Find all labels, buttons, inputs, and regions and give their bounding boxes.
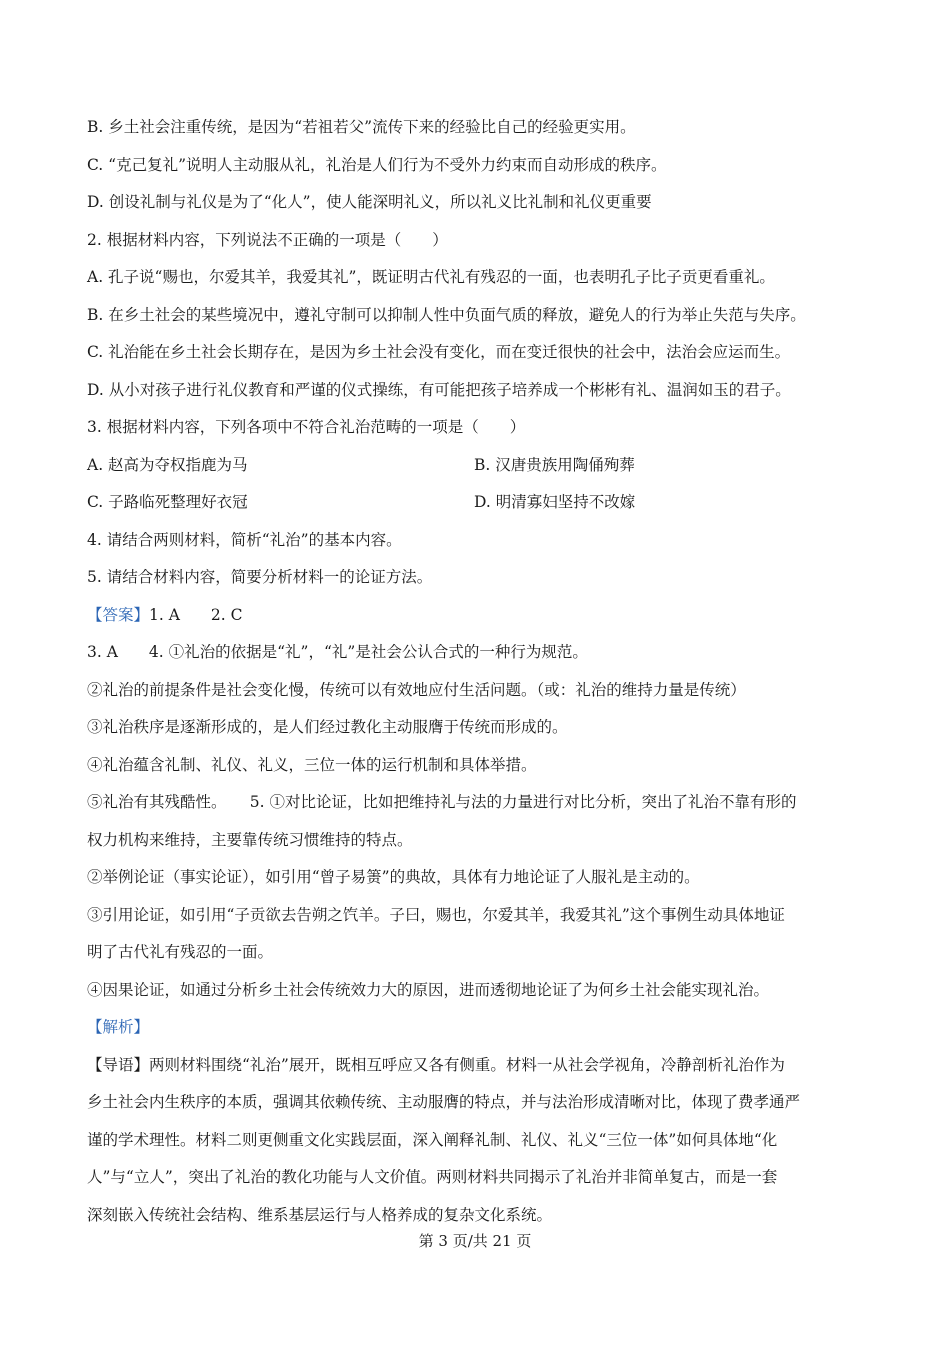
q3-option-a: A. 赵高为夺权指鹿为马 [87, 456, 248, 474]
q3-option-c: C. 子路临死整理好衣冠 [87, 493, 248, 511]
page-footer: 第 3 页/共 21 页 [418, 1232, 532, 1250]
answer-line: ④因果论证，如通过分析乡土社会传统效力大的原因，进而透彻地论证了为何乡土社会能实现礼治。 [87, 981, 770, 999]
q2-option-a: A. 孔子说“赐也，尔爱其羊，我爱其礼”，既证明古代礼有残忍的一面，也表明孔子比子贡更看重礼。 [87, 268, 775, 286]
q1-option-c: C. “克己复礼”说明人主动服从礼，礼治是人们行为不受外力约束而自动形成的秩序。 [87, 156, 667, 174]
answer-first: 1. A 2. C [149, 606, 243, 624]
answer-line: ②举例论证（事实论证），如引用“曾子易箦”的典故，具体有力地论证了人服礼是主动的。 [87, 868, 700, 886]
answer-line: 明了古代礼有残忍的一面。 [87, 943, 274, 961]
q3-option-d: D. 明清寡妇坚持不改嫁 [474, 493, 636, 511]
q3-stem: 3. 根据材料内容，下列各项中不符合礼治范畴的一项是（ ） [87, 418, 526, 436]
q1-option-d: D. 创设礼制与礼仪是为了“化人”，使人能深明礼义，所以礼义比礼制和礼仪更重要 [87, 193, 652, 211]
answer-line: 3. A 4. ①礼治的依据是“礼”，“礼”是社会公认合式的一种行为规范。 [87, 643, 588, 661]
answer-line: ⑤礼治有其残酷性。 5. ①对比论证，比如把维持礼与法的力量进行对比分析，突出了礼治不靠有形的 [87, 793, 797, 811]
answer-line: ③礼治秩序是逐渐形成的，是人们经过教化主动服膺于传统而形成的。 [87, 718, 568, 736]
analysis-line: 乡土社会内生秩序的本质，强调其依赖传统、主动服膺的特点，并与法治形成清晰对比，体现了费孝通严 [87, 1093, 801, 1111]
analysis-line: 深刻嵌入传统社会结构、维系基层运行与人格养成的复杂文化系统。 [87, 1206, 553, 1224]
q2-option-b: B. 在乡土社会的某些境况中，遵礼守制可以抑制人性中负面气质的释放，避免人的行为举止失范与失序。 [87, 306, 806, 324]
q1-option-b: B. 乡土社会注重传统，是因为“若祖若父”流传下来的经验比自己的经验更实用。 [87, 118, 636, 136]
answer-line: ②礼治的前提条件是社会变化慢，传统可以有效地应付生活问题。（或：礼治的维持力量是传统） [87, 681, 746, 699]
q2-stem: 2. 根据材料内容，下列说法不正确的一项是（ ） [87, 231, 448, 249]
answer-heading [87, 604, 890, 626]
answer-line: ③引用论证，如引用“子贡欲去告朔之饩羊。子曰，赐也，尔爱其羊，我爱其礼”这个事例生动具体地证 [87, 906, 785, 924]
q5-stem: 5. 请结合材料内容，简要分析材料一的论证方法。 [87, 568, 433, 586]
answer-tag: 【答案】 [87, 606, 150, 624]
q3-row-2 [87, 491, 890, 513]
answer-line: 权力机构来维持，主要靠传统习惯维持的特点。 [87, 831, 413, 849]
q2-option-c: C. 礼治能在乡土社会长期存在，是因为乡土社会没有变化，而在变迁很快的社会中，法治会应运而生。 [87, 343, 791, 361]
analysis-line: 【导语】两则材料围绕“礼治”展开，既相互呼应又各有侧重。材料一从社会学视角，冷静剖析礼治作为 [87, 1056, 785, 1074]
q4-stem: 4. 请结合两则材料，简析“礼治”的基本内容。 [87, 531, 402, 549]
q3-option-b: B. 汉唐贵族用陶俑殉葬 [474, 456, 635, 474]
analysis-line: 谨的学术理性。材料二则更侧重文化实践层面，深入阐释礼制、礼仪、礼义“三位一体”如何具体地“化 [87, 1131, 778, 1149]
q2-option-d: D. 从小对孩子进行礼仪教育和严谨的仪式操练，有可能把孩子培养成一个彬彬有礼、温润如玉的君子。 [87, 381, 791, 399]
analysis-line: 人”与“立人”，突出了礼治的教化功能与人文价值。两则材料共同揭示了礼治并非简单复古，而是一套 [87, 1168, 778, 1186]
q3-row-1 [87, 454, 890, 476]
analysis-tag: 【解析】 [87, 1018, 150, 1036]
answer-line: ④礼治蕴含礼制、礼仪、礼义，三位一体的运行机制和具体举措。 [87, 756, 537, 774]
